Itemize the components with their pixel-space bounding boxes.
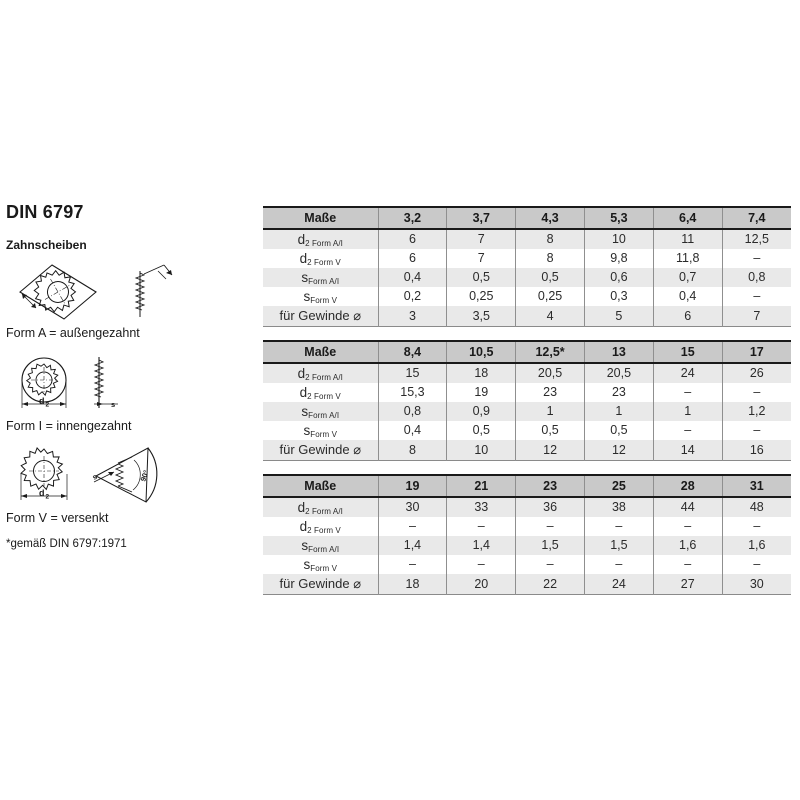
table-cell: 0,3 xyxy=(584,287,653,306)
page-subtitle: Zahnscheiben xyxy=(6,238,87,252)
table-cell: 24 xyxy=(653,363,722,383)
info-panel xyxy=(6,203,256,550)
spec-table-2 xyxy=(263,340,791,461)
form-a-figure xyxy=(6,261,256,323)
table-header-row xyxy=(263,475,791,497)
table-header-row xyxy=(263,207,791,229)
table-cell: 20,5 xyxy=(584,363,653,383)
table-cell: – xyxy=(653,517,722,536)
column-header-measure: Maße xyxy=(263,207,378,229)
table-row xyxy=(263,287,791,306)
table-row xyxy=(263,497,791,517)
table-cell: 5 xyxy=(584,306,653,327)
table-cell: 0,5 xyxy=(516,421,585,440)
table-cell: 0,5 xyxy=(447,268,516,287)
column-header-size: 25 xyxy=(584,475,653,497)
row-label-subscript: 2 Form V xyxy=(307,392,341,402)
table-cell: 6 xyxy=(378,249,447,268)
table-cell: 33 xyxy=(447,497,516,517)
table-cell: – xyxy=(722,249,791,268)
table-cell: 23 xyxy=(584,383,653,402)
table-cell: 44 xyxy=(653,497,722,517)
table-row xyxy=(263,517,791,536)
table-cell: – xyxy=(653,555,722,574)
form-i-drawing xyxy=(6,354,256,416)
row-label xyxy=(263,497,378,517)
table-cell: 12 xyxy=(516,440,585,461)
row-label-base: s xyxy=(301,269,309,285)
table-cell: – xyxy=(516,517,585,536)
table-cell: 0,5 xyxy=(516,268,585,287)
column-header-measure: Maße xyxy=(263,341,378,363)
table-cell: – xyxy=(722,421,791,440)
table-row xyxy=(263,363,791,383)
row-label-subscript: 2 Form A/I xyxy=(305,239,343,249)
table-row xyxy=(263,229,791,249)
row-label-subscript: 2 Form A/I xyxy=(305,507,343,517)
table-cell: 10 xyxy=(447,440,516,461)
row-label-subscript: Form V xyxy=(310,564,338,574)
table-cell: 36 xyxy=(516,497,585,517)
row-label-base: d xyxy=(299,518,308,534)
table-cell: 1,4 xyxy=(378,536,447,555)
table-cell: 1,5 xyxy=(584,536,653,555)
table-cell: – xyxy=(722,555,791,574)
row-label-base: s xyxy=(301,403,309,419)
table-cell: 1,6 xyxy=(722,536,791,555)
table-cell: 48 xyxy=(722,497,791,517)
table-row xyxy=(263,421,791,440)
row-label xyxy=(263,440,378,461)
table-row xyxy=(263,306,791,327)
specification-tables xyxy=(263,206,791,608)
table-cell: 0,8 xyxy=(722,268,791,287)
row-label-subscript: Form V xyxy=(310,430,338,440)
form-v-d2-label: d xyxy=(39,488,45,498)
row-label xyxy=(263,517,378,536)
column-header-size: 23 xyxy=(516,475,585,497)
table-cell: 38 xyxy=(584,497,653,517)
row-label-base: d xyxy=(299,250,308,266)
table-cell: 10 xyxy=(584,229,653,249)
row-label xyxy=(263,268,378,287)
row-label-text: für Gewinde ⌀ xyxy=(279,442,362,458)
spec-table-1 xyxy=(263,206,791,327)
row-label xyxy=(263,536,378,555)
column-header-size: 19 xyxy=(378,475,447,497)
table-cell: 9,8 xyxy=(584,249,653,268)
row-label-base: s xyxy=(303,556,311,572)
table-row xyxy=(263,383,791,402)
form-v-d2-sub: 2 xyxy=(45,493,50,501)
column-header-size: 4,3 xyxy=(516,207,585,229)
table-cell: 15 xyxy=(378,363,447,383)
table-cell: – xyxy=(584,555,653,574)
column-header-size: 21 xyxy=(447,475,516,497)
row-label xyxy=(263,249,378,268)
footnote: *gemäß DIN 6797:1971 xyxy=(6,537,127,550)
column-header-size: 15 xyxy=(653,341,722,363)
column-header-size: 28 xyxy=(653,475,722,497)
table-cell: 0,4 xyxy=(378,268,447,287)
table-cell: 12 xyxy=(584,440,653,461)
table-cell: 1,6 xyxy=(653,536,722,555)
table-row xyxy=(263,268,791,287)
column-header-size: 12,5* xyxy=(516,341,585,363)
table-cell: 22 xyxy=(516,574,585,595)
row-label-base: d xyxy=(297,499,306,515)
form-a-block xyxy=(6,261,256,340)
table-cell: 0,9 xyxy=(447,402,516,421)
table-cell: 18 xyxy=(447,363,516,383)
table-cell: 19 xyxy=(447,383,516,402)
table-cell: – xyxy=(516,555,585,574)
table-cell: 3,5 xyxy=(447,306,516,327)
table-cell: 11,8 xyxy=(653,249,722,268)
table-cell: 14 xyxy=(653,440,722,461)
table-cell: 1,2 xyxy=(722,402,791,421)
table-cell: 0,4 xyxy=(378,421,447,440)
table-row xyxy=(263,555,791,574)
column-header-size: 3,2 xyxy=(378,207,447,229)
table-cell: 1 xyxy=(653,402,722,421)
table-cell: – xyxy=(378,517,447,536)
form-i-caption: Form I = innengezahnt xyxy=(6,418,132,433)
table-cell: – xyxy=(722,287,791,306)
table-cell: 24 xyxy=(584,574,653,595)
row-label xyxy=(263,383,378,402)
table-cell: 0,5 xyxy=(584,421,653,440)
column-header-size: 17 xyxy=(722,341,791,363)
column-header-size: 7,4 xyxy=(722,207,791,229)
table-row xyxy=(263,536,791,555)
row-label-subscript: 2 Form V xyxy=(307,258,341,268)
column-header-size: 8,4 xyxy=(378,341,447,363)
row-label xyxy=(263,306,378,327)
table-header-row xyxy=(263,341,791,363)
form-v-figure xyxy=(6,446,256,508)
row-label-base: d xyxy=(299,384,308,400)
table-cell: 30 xyxy=(722,574,791,595)
table-cell: – xyxy=(584,517,653,536)
form-i-block xyxy=(6,354,256,433)
form-v-angle-label: 90° xyxy=(138,468,151,483)
table-cell: – xyxy=(722,517,791,536)
row-label xyxy=(263,555,378,574)
form-v-block xyxy=(6,446,256,525)
row-label-base: s xyxy=(301,537,309,553)
row-label xyxy=(263,574,378,595)
table-cell: 1 xyxy=(584,402,653,421)
table-cell: 30 xyxy=(378,497,447,517)
table-cell: 0,8 xyxy=(378,402,447,421)
form-a-caption: Form A = außengezahnt xyxy=(6,326,140,340)
row-label-base: d xyxy=(297,231,306,247)
row-label xyxy=(263,287,378,306)
column-header-size: 5,3 xyxy=(584,207,653,229)
table-cell: 8 xyxy=(378,440,447,461)
table-row xyxy=(263,249,791,268)
table-cell: 15,3 xyxy=(378,383,447,402)
table-cell: – xyxy=(378,555,447,574)
table-cell: – xyxy=(447,555,516,574)
row-label-text: für Gewinde ⌀ xyxy=(279,308,362,324)
row-label-text: für Gewinde ⌀ xyxy=(279,576,362,592)
row-label-subscript: Form A/I xyxy=(308,277,340,287)
table-cell: 18 xyxy=(378,574,447,595)
table-row xyxy=(263,440,791,461)
table-cell: 1,5 xyxy=(516,536,585,555)
table-cell: – xyxy=(653,383,722,402)
table-row xyxy=(263,574,791,595)
table-cell: 7 xyxy=(722,306,791,327)
row-label-base: s xyxy=(303,288,311,304)
form-i-figure xyxy=(6,354,256,416)
table-cell: 0,25 xyxy=(447,287,516,306)
row-label-subscript: Form V xyxy=(310,296,338,306)
table-cell: 0,25 xyxy=(516,287,585,306)
table-cell: 16 xyxy=(722,440,791,461)
form-a-drawing xyxy=(6,261,256,323)
row-label xyxy=(263,421,378,440)
row-label xyxy=(263,229,378,249)
form-i-s-label: s xyxy=(111,399,116,409)
table-cell: 20 xyxy=(447,574,516,595)
table-cell: 1 xyxy=(516,402,585,421)
table-cell: 27 xyxy=(653,574,722,595)
table-cell: 0,6 xyxy=(584,268,653,287)
table-cell: 6 xyxy=(378,229,447,249)
table-cell: 8 xyxy=(516,249,585,268)
column-header-measure: Maße xyxy=(263,475,378,497)
table-cell: 7 xyxy=(447,229,516,249)
table-cell: 0,2 xyxy=(378,287,447,306)
table-cell: 8 xyxy=(516,229,585,249)
table-cell: 4 xyxy=(516,306,585,327)
column-header-size: 31 xyxy=(722,475,791,497)
row-label-subscript: 2 Form A/I xyxy=(305,373,343,383)
column-header-size: 13 xyxy=(584,341,653,363)
row-label xyxy=(263,402,378,421)
form-i-d2-sub: 2 xyxy=(45,401,50,408)
table-cell: – xyxy=(653,421,722,440)
row-label-base: s xyxy=(303,422,311,438)
spec-table-3 xyxy=(263,474,791,595)
table-cell: 0,7 xyxy=(653,268,722,287)
table-cell: 23 xyxy=(516,383,585,402)
form-i-d2-label: d xyxy=(39,395,45,406)
table-cell: 11 xyxy=(653,229,722,249)
column-header-size: 3,7 xyxy=(447,207,516,229)
form-v-s-label: s xyxy=(90,471,99,482)
row-label-subscript: 2 Form V xyxy=(307,526,341,536)
form-v-drawing xyxy=(6,446,256,508)
table-cell: – xyxy=(447,517,516,536)
table-cell: 26 xyxy=(722,363,791,383)
table-cell: 6 xyxy=(653,306,722,327)
row-label-subscript: Form A/I xyxy=(308,411,340,421)
row-label xyxy=(263,363,378,383)
form-v-caption: Form V = versenkt xyxy=(6,511,109,525)
table-row xyxy=(263,402,791,421)
table-cell: 1,4 xyxy=(447,536,516,555)
table-cell: 12,5 xyxy=(722,229,791,249)
column-header-size: 10,5 xyxy=(447,341,516,363)
page-title: DIN 6797 xyxy=(6,202,84,222)
table-cell: 3 xyxy=(378,306,447,327)
row-label-base: d xyxy=(297,365,306,381)
column-header-size: 6,4 xyxy=(653,207,722,229)
table-cell: – xyxy=(722,383,791,402)
table-cell: 7 xyxy=(447,249,516,268)
row-label-subscript: Form A/I xyxy=(308,545,340,555)
table-cell: 0,5 xyxy=(447,421,516,440)
table-cell: 20,5 xyxy=(516,363,585,383)
table-cell: 0,4 xyxy=(653,287,722,306)
